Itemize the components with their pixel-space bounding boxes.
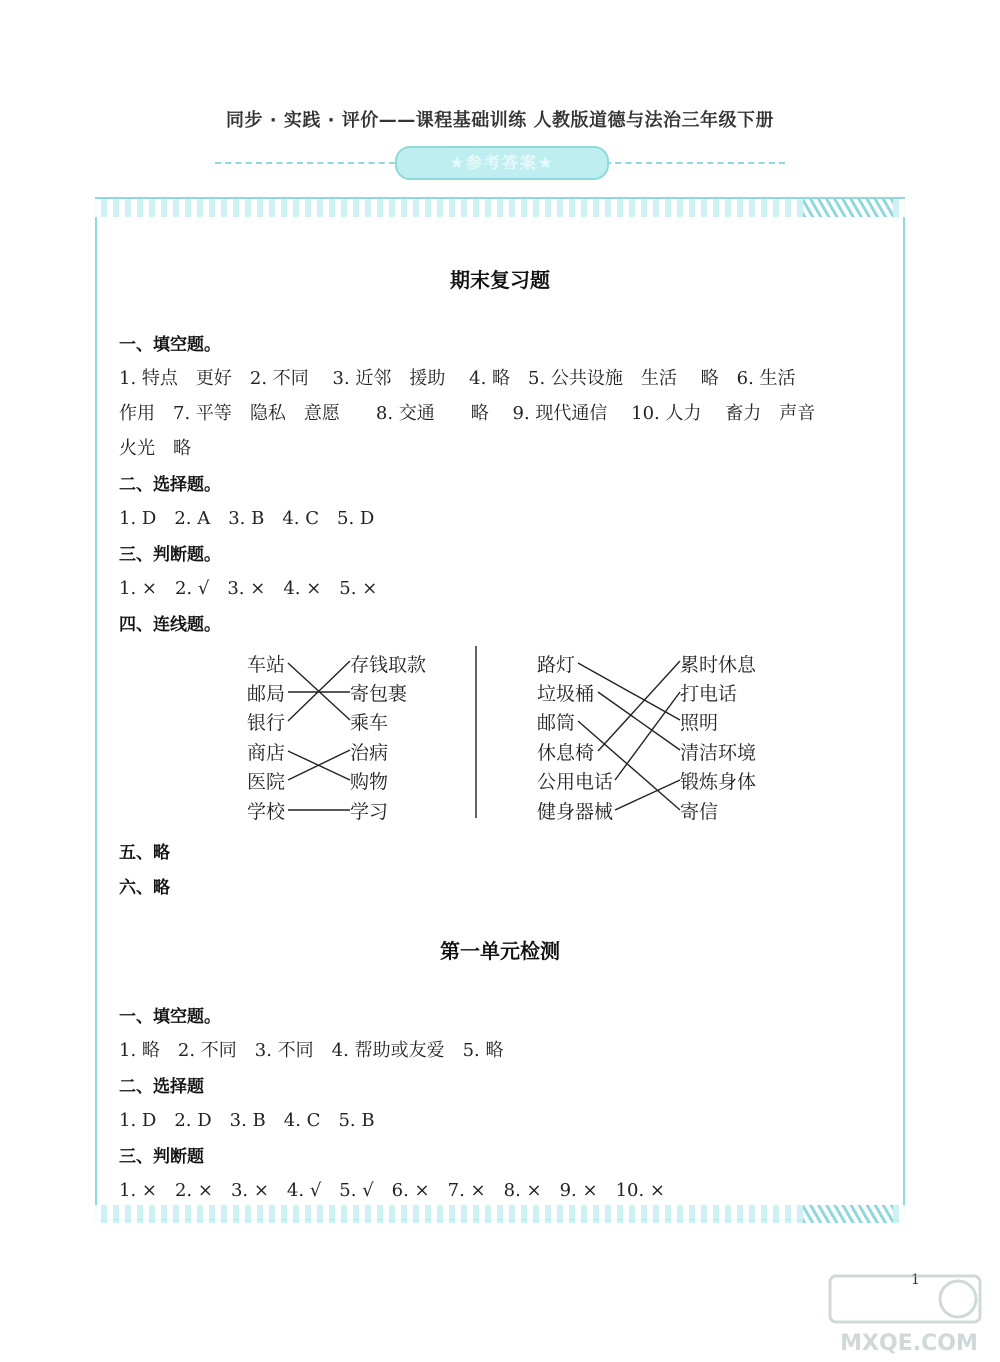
match-left-b-3: 乘车 [350, 712, 389, 734]
s1-fill-blank-line-2: 作用 7. 平等 隐私 意愿 8. 交通 略 9. 现代通信 10. 人力 畜力 声音 [119, 403, 816, 424]
match-right-b-2: 打电话 [680, 683, 738, 705]
match-left-a-3: 银行 [247, 712, 286, 734]
match-right-b-3: 照明 [680, 712, 719, 734]
match-right-a-1: 路灯 [537, 654, 576, 676]
s1-q6-heading: 六、略 [119, 878, 170, 898]
section-title-unit-1-test: 第一单元检测 [440, 939, 560, 963]
s1-judge-answer: 1. × 2. √ 3. × 4. × 5. × [119, 578, 378, 599]
s2-fill-blank-heading: 一、填空题。 [119, 1007, 221, 1027]
s2-judge-answer: 1. × 2. × 3. × 4. √ 5. √ 6. × 7. × 8. × 9. × 10. × [119, 1180, 666, 1201]
watermark-text: MXQE.COM [840, 1331, 978, 1356]
match-left-b-6: 学习 [350, 801, 389, 823]
s1-choice-answer: 1. D 2. A 3. B 4. C 5. D [119, 508, 375, 529]
s1-fill-blank-line-3: 火光 略 [119, 438, 191, 459]
match-left-a-2: 邮局 [247, 683, 286, 705]
s1-judge-heading: 三、判断题。 [119, 545, 221, 565]
match-right-b-5: 锻炼身体 [680, 771, 757, 793]
match-right-a-6: 健身器械 [537, 801, 614, 823]
match-left-a-6: 学校 [247, 801, 286, 823]
running-header: 同步 · 实践 · 评价——课程基础训练 人教版道德与法治三年级下册 [225, 110, 774, 131]
match-right-b-6: 寄信 [680, 801, 719, 823]
frame-top-stripes [803, 199, 893, 217]
frame-top-band [95, 199, 905, 217]
match-left-a-5: 医院 [247, 771, 286, 793]
watermark-logo [818, 1270, 1000, 1362]
answer-key-badge: ★参考答案★ [395, 146, 609, 180]
s1-fill-blank-line-1: 1. 特点 更好 2. 不同 3. 近邻 援助 4. 略 5. 公共设施 生活 略 6. 生活 [119, 368, 796, 389]
s1-choice-heading: 二、选择题。 [119, 475, 221, 495]
match-left-b-2: 寄包裹 [350, 683, 408, 705]
s2-choice-answer: 1. D 2. D 3. B 4. C 5. B [119, 1110, 375, 1131]
match-right-a-3: 邮筒 [537, 712, 576, 734]
header-dash-left [215, 162, 395, 164]
match-right-a-2: 垃圾桶 [537, 683, 595, 705]
match-left-a-4: 商店 [247, 742, 286, 764]
s1-q5-heading: 五、略 [119, 843, 170, 863]
match-right-b-1: 累时休息 [680, 654, 757, 676]
s2-fill-blank-answer: 1. 略 2. 不同 3. 不同 4. 帮助或友爱 5. 略 [119, 1040, 504, 1061]
match-right-b-4: 清洁环境 [680, 742, 757, 764]
frame-bottom-band [95, 1205, 905, 1223]
s1-matching-heading: 四、连线题。 [119, 615, 221, 635]
match-right-a-5: 公用电话 [537, 771, 614, 793]
match-left-a-1: 车站 [247, 654, 286, 676]
match-left-b-1: 存钱取款 [350, 654, 427, 676]
section-title-final-review: 期末复习题 [450, 268, 550, 292]
match-right-a-4: 休息椅 [537, 742, 595, 764]
match-left-b-4: 治病 [350, 742, 389, 764]
page-number: 1 [911, 1272, 920, 1288]
match-left-b-5: 购物 [350, 771, 389, 793]
s1-fill-blank-heading: 一、填空题。 [119, 335, 221, 355]
s2-judge-heading: 三、判断题 [119, 1147, 204, 1167]
frame-bottom-stripes [803, 1205, 893, 1223]
header-dash-right [605, 162, 785, 164]
s2-choice-heading: 二、选择题 [119, 1077, 204, 1097]
